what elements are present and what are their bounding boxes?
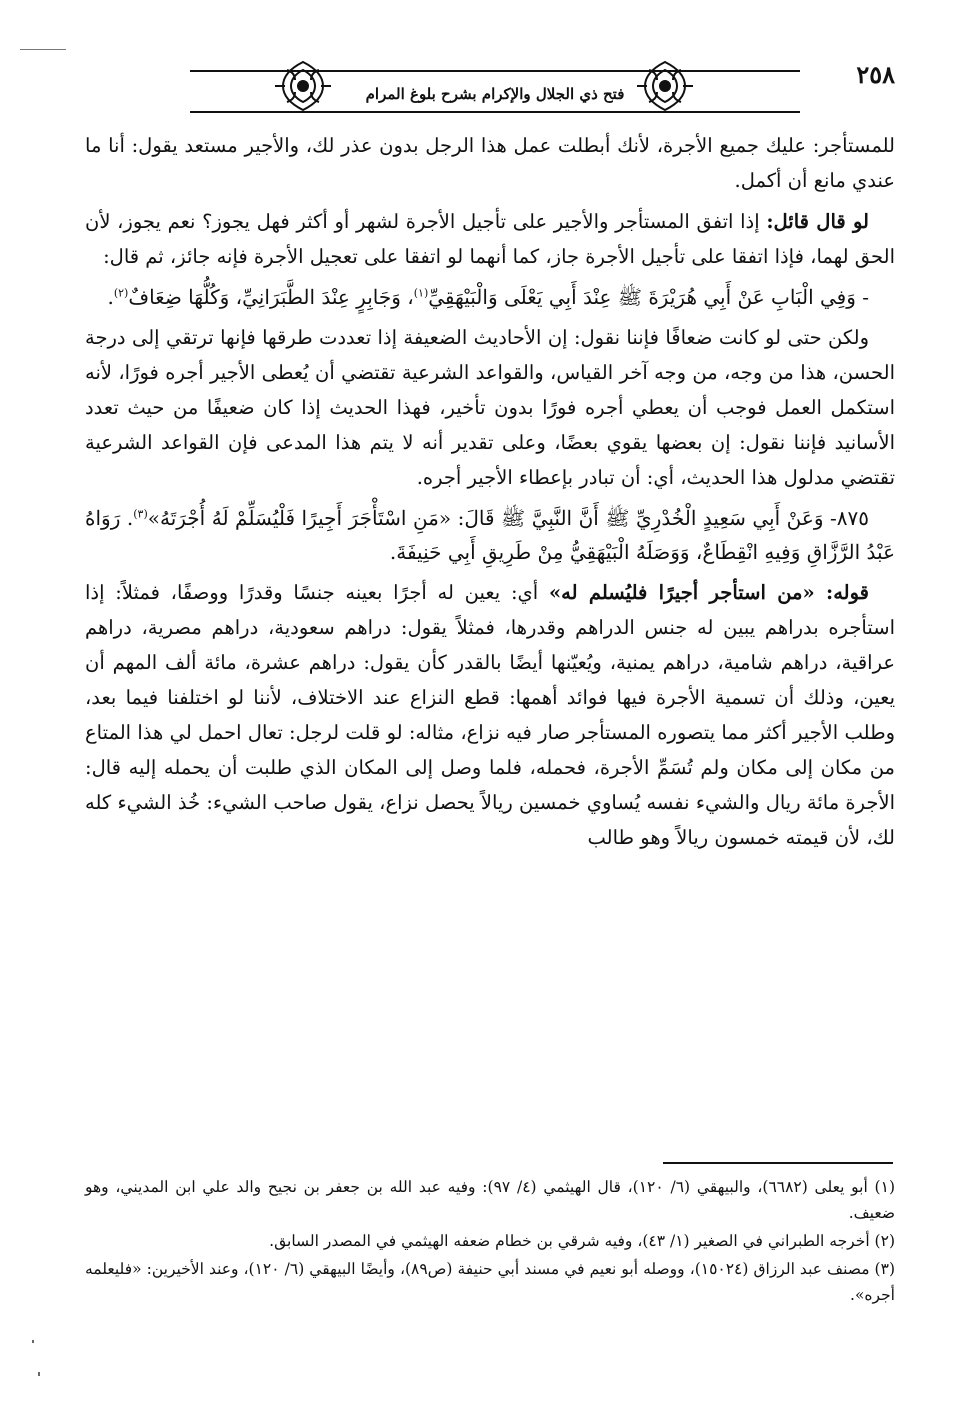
hadith-segment: ٨٧٥- وَعَنْ أَبِي سَعِيدٍ الْخُدْرِيِّ ﷺ أَنَّ النَّبِيَّ ﷺ قَالَ: «مَنِ اسْتَأْجَرَ أَجِيرًا فَلْيُسَلِّمْ لَهُ أُجْرَتَهُ» (147, 506, 869, 530)
paragraph-text: أي: يعين له أجرًا بعينه جنسًا وقدرًا ووصفًا، فمثلاً: إذا استأجره بدراهم يبين له جنس الدراهم وقدرها، فمثلاً يقول: دراهم سعودية، دراهم مصرية، دراهم عراقية، دراهم شامية، دراهم يمنية، ويُعيّنها أيضًا بالقدر كأن يقول: دراهم عشرة، مائة ألف المهم أن يعين، وذلك أن تسمية الأجرة فيها فوائد أهمها: قطع النزاع عند الاختلاف، لأننا لو اختلفنا فيما بعد، وطلب الأجير أكثر مما يتصوره المستأجر صار فيه نزاع، مثاله: لو قلت لرجل: تعال احمل لي هذا المتاع من مكان إلى مكان ولم تُسَمِّ الأجرة، فحمله، فلما وصل إلى المكان الذي طلبت أن يحمله إليه قال: الأجرة مائة ريال والشيء نفسه يُساوي خمسين ريالاً يحصل نزاع، يقول صاحب الشيء: خُذ الشيء كله لك، لأن قيمته خمسون ريالاً وهو طالب (85, 581, 895, 849)
footnote-ref: (١) (413, 286, 429, 300)
page-number: ٢٥٨ (856, 60, 895, 89)
footnote-divider (663, 1162, 893, 1164)
footnote-ref: (٣) (133, 507, 148, 521)
paragraph (85, 204, 895, 274)
scan-mark (38, 1372, 40, 1376)
footnote: (٢) أخرجه الطبراني في الصغير (١/ ٤٣)، وفيه شرقي بن خطام ضعفه الهيثمي في المصدر السابق. (269, 1232, 895, 1250)
hadith-segment: - وَفِي الْبَابِ عَنْ أَبِي هُرَيْرَةَ ﷺ عِنْدَ أَبِي يَعْلَى وَالْبَيْهَقِيِّ (428, 285, 869, 309)
hadith-segment: . رَوَاهُ عَبْدُ الرَّزَّاقِ وَفِيهِ انْقِطَاعٌ، وَوَصَلَهُ الْبَيْهَقِيُّ مِنْ طَرِيقِ أَبِي حَنِيفَةَ. (85, 506, 895, 564)
scan-mark (32, 1340, 34, 1343)
hadith-segment: ، وَجَابِرٍ عِنْدَ الطَّبَرَانِيِّ، وَكُلُّهَا ضِعَافٌ (128, 285, 414, 309)
hadith-text (85, 280, 895, 314)
quote-lead: قوله: «من استأجر أجيرًا فليُسلم له» (548, 581, 869, 604)
hadith-text (85, 501, 895, 569)
footnote: (١) أبو يعلى (٦٦٨٢)، والبيهقي (٦/ ١٢٠)، قال الهيثمي (٤/ ٩٧): وفيه عبد الله بن جعفر بن نجيح والد علي ابن المديني، وهو ضعيف. (85, 1178, 895, 1222)
footnotes (85, 1174, 895, 1310)
page-header (95, 58, 895, 118)
paragraph-text: إذا اتفق المستأجر والأجير على تأجيل الأجرة لشهر أو أكثر فهل يجوز؟ نعم يجوز، لأن الحق لهما، فإذا اتفقا على تأجيل الأجرة جاز، كما أنهما لو اتفقا على تعجيل الأجرة فإنه جائز، ثم قال: (85, 210, 895, 268)
paragraph: للمستأجر: عليك جميع الأجرة، لأنك أبطلت عمل هذا الرجل بدون عذر لك، والأجير مستعد يقول: أنا ما عندي مانع أن أكمل. (85, 134, 895, 192)
paragraph: ولكن حتى لو كانت ضعافًا فإننا نقول: إن الأحاديث الضعيفة إذا تعددت طرقها فإنها ترتقي إلى درجة الحسن، هذا من وجه، من وجه آخر القياس، والقواعد الشرعية تقتضي أن يُعطى الأجير أجره فورًا، لأنه استكمل العمل فوجب أن يعطي أجره فورًا بدون تأخير، فهذا الحديث إذا كان ضعيفًا من حيث تعدد الأسانيد فإننا نقول: إن بعضها يقوي بعضًا، وعلى تقدير أنه لا يتم هذا المدعى فإن القواعد الشرعية تقتضي مدلول هذا الحديث، أي: أن تبادر بإعطاء الأجير أجره. (85, 326, 895, 489)
footnote: (٣) مصنف عبد الرزاق (١٥٠٢٤)، ووصله أبو نعيم في مسند أبي حنيفة (ص٨٩)، وأيضًا البيهقي (٦/ ١٢٠)، وعند الأخيرين: «فليعلمه أجره». (85, 1260, 895, 1304)
main-text (85, 128, 895, 855)
scan-mark (20, 49, 66, 50)
running-title: فتح ذي الجلال والإكرام بشرح بلوغ المرام (365, 85, 625, 103)
paragraph (85, 575, 895, 855)
footnote-ref: (٢) (113, 286, 129, 300)
hadith-segment: . (107, 285, 114, 309)
question-lead: لو قال قائل: (766, 210, 869, 233)
